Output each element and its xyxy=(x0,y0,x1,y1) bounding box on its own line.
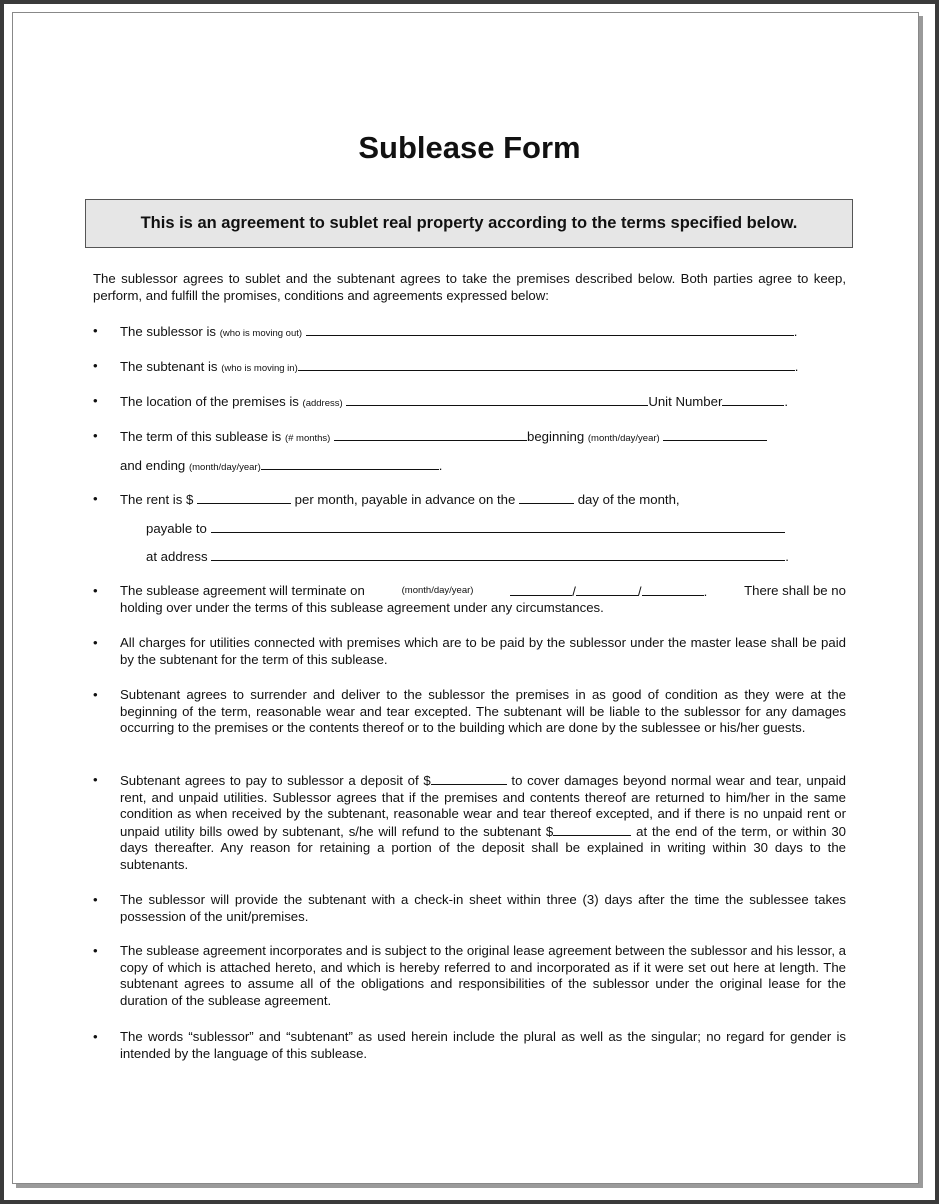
bullet: • xyxy=(93,772,98,787)
period: . xyxy=(794,359,799,374)
words-paragraph: The words “sublessor” and “subtenant” as used herein include the plural as well as the singular; no regard for gender is intended by the language of this sublease. xyxy=(120,1029,846,1061)
checkin-paragraph: The sublessor will provide the subtenant with a check-in sheet within three (3) days after the time the sublessee takes possession of the unit/premises. xyxy=(120,892,846,924)
period: . xyxy=(793,324,798,339)
slash: / xyxy=(572,584,576,599)
sublessor-field[interactable] xyxy=(306,323,794,336)
location-line xyxy=(120,393,788,413)
ending-label: and ending xyxy=(120,458,186,473)
bullet: • xyxy=(93,943,98,958)
bullet: • xyxy=(93,687,98,702)
subtenant-hint: (who is moving in) xyxy=(221,363,298,374)
terminate-date-hint: (month/day/year) xyxy=(401,585,474,596)
sublessor-line xyxy=(120,323,797,343)
incorporates-paragraph: The sublease agreement incorporates and is subject to the original lease agreement between the sublessor and his lessor, a copy of which is attached hereto, and which is hereby referred to and incorporated as if it were set out here at length. The subtenant agrees to assume all of the obligations and responsibilities of the sublessor under the original lease for the duration of the sublease agreement. xyxy=(120,943,846,1008)
deposit-text-c: at the end of the term, or within 30 days thereafter. Any reason for retaining a portion of the deposit shall be explained in writing within 30 days to the subtenants. xyxy=(120,823,846,872)
terminate-date-fields xyxy=(510,583,707,601)
ending-date-field[interactable] xyxy=(261,457,439,470)
terminate-month-field[interactable] xyxy=(510,583,572,596)
bullet: • xyxy=(93,428,98,443)
rent-end-text: day of the month, xyxy=(577,492,680,507)
terminate-text: The sublease agreement will terminate on xyxy=(120,583,365,598)
refund-amount-field[interactable] xyxy=(553,823,631,836)
terminate-line xyxy=(120,583,846,601)
unit-number-field[interactable] xyxy=(722,393,784,406)
bullet: • xyxy=(93,323,98,338)
surrender-paragraph: Subtenant agrees to surrender and deliver to the sublessor the premises in as good of condition as they were at the beginning of the term, reasonable wear and tear excepted. The subtenant will be liable to the sublessor for any damages occurring to the premises or the contents thereof or to the building which are done by the sublessee or his/her guests. xyxy=(120,687,846,736)
terminate-text-c: holding over under the terms of this sublease agreement under any circumstances. xyxy=(120,600,604,615)
deposit-paragraph xyxy=(120,772,846,874)
at-address-label: at address xyxy=(146,549,208,564)
subtenant-line xyxy=(120,358,798,378)
period: . xyxy=(785,549,789,564)
bullet: • xyxy=(93,1029,98,1044)
rent-label: The rent is $ xyxy=(120,492,194,507)
deposit-text-b: to cover damages beyond normal wear and tear, unpaid rent, and unpaid utilities. Sublessor agrees that if the premises and contents thereof are returned to him/her in the same condition as when received by the subtenant, reasonable wear and tear thereof excepted, and if there is no unpaid rent or unpaid utility bills owed by subtenant, s/he will refund to the subtenant $ xyxy=(120,773,846,839)
at-address-line xyxy=(146,548,789,566)
subtenant-field[interactable] xyxy=(298,358,795,371)
deposit-text-a: Subtenant agrees to pay to sublessor a deposit of $ xyxy=(120,773,431,788)
bullet: • xyxy=(93,635,98,650)
subtenant-label: The subtenant is xyxy=(120,359,218,374)
bullet: • xyxy=(93,491,98,506)
banner-text: This is an agreement to sublet real property according to the terms specified below. xyxy=(140,214,798,232)
payable-to-label: payable to xyxy=(146,521,207,536)
location-hint: (address) xyxy=(302,398,343,409)
rent-amount-field[interactable] xyxy=(197,491,291,504)
ending-line xyxy=(120,457,442,477)
deposit-amount-field[interactable] xyxy=(431,772,507,785)
beginning-date-field[interactable] xyxy=(663,428,767,441)
utilities-paragraph: All charges for utilities connected with premises which are to be paid by the sublessor under the master lease shall be paid by the subtenant for the term of this sublease. xyxy=(120,635,846,667)
rent-day-field[interactable] xyxy=(519,491,574,504)
address-field[interactable] xyxy=(346,393,648,406)
payment-address-field[interactable] xyxy=(211,548,785,561)
beginning-label: beginning xyxy=(527,429,585,444)
term-line xyxy=(120,428,767,448)
rent-mid-text: per month, payable in advance on the xyxy=(294,492,516,507)
terminate-text-b: There shall be no xyxy=(744,583,846,598)
slash: / xyxy=(637,584,642,599)
ending-date-hint: (month/day/year) xyxy=(188,462,261,473)
sublessor-hint: (who is moving out) xyxy=(219,328,303,339)
unit-label: Unit Number xyxy=(648,394,723,409)
term-label: The term of this sublease is xyxy=(120,429,282,444)
payable-to-field[interactable] xyxy=(211,520,785,533)
rent-line xyxy=(120,491,680,509)
period: . xyxy=(784,394,789,409)
agreement-banner xyxy=(85,199,853,248)
period: . xyxy=(438,458,443,473)
period: . xyxy=(703,584,708,599)
intro-paragraph: The sublessor agrees to sublet and the subtenant agrees to take the premises described below. Both parties agree to keep, perform, and fulfill the promises, conditions and agreements expressed below: xyxy=(93,271,846,303)
document-title: Sublease Form xyxy=(358,130,581,165)
bullet: • xyxy=(93,393,98,408)
bullet: • xyxy=(93,358,98,373)
terminate-day-field[interactable] xyxy=(576,583,638,596)
terminate-year-field[interactable] xyxy=(642,583,704,596)
beginning-date-hint: (month/day/year) xyxy=(587,433,660,444)
term-hint: (# months) xyxy=(284,433,331,444)
payable-to-line xyxy=(146,520,785,538)
term-months-field[interactable] xyxy=(334,428,527,441)
location-label: The location of the premises is xyxy=(120,394,299,409)
bullet: • xyxy=(93,892,98,907)
sublessor-label: The sublessor is xyxy=(120,324,217,339)
bullet: • xyxy=(93,583,98,598)
